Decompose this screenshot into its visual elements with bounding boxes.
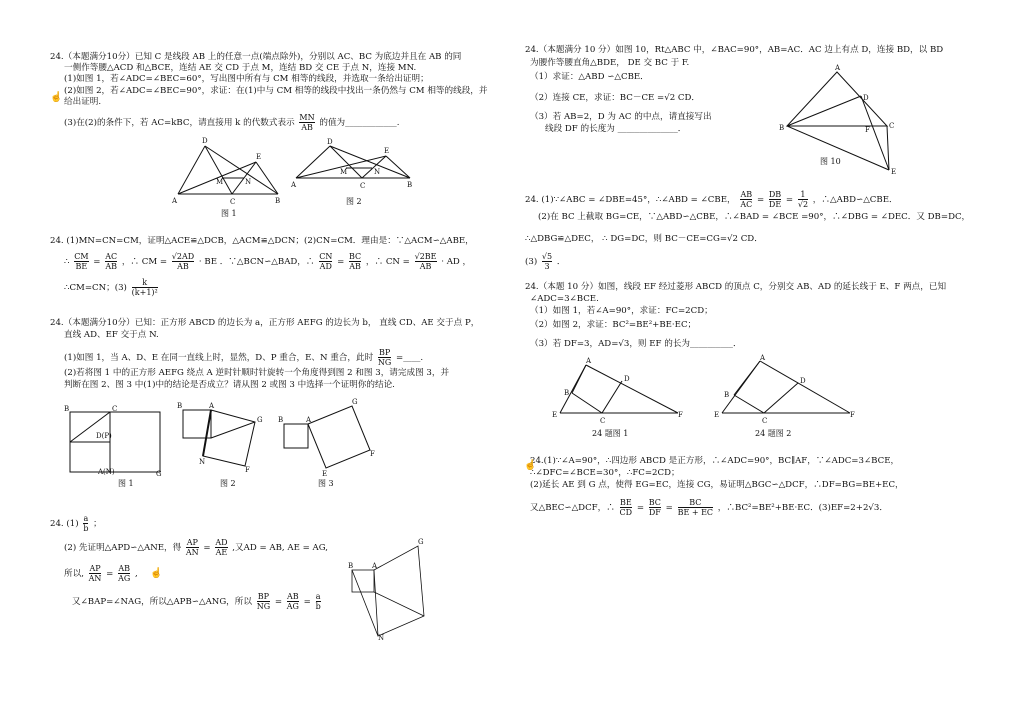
hand-cursor-icon: ☝: [50, 92, 63, 103]
left-q2-fig1-caption: 图 1: [118, 479, 134, 488]
left-a1-line1: 24. (1)MN=CN=CM，证明△ACE≌△DCB，△ACM≌△DCN；(2)CN=CM．理由是：∵△ACM∽△ABE，: [50, 236, 474, 246]
left-q2-line2: 直线 AD、EF 交于点 N.: [64, 330, 159, 340]
left-q1-line6: (3)在(2)的条件下，若 AC=kBC，请直接用 k 的代数式表示 $\frac{MN}{AB}$ 的值为____________.: [64, 113, 400, 132]
right-q1-line2: 为腰作等腰直角△BDE， DE 交 BC 于 F.: [530, 58, 690, 68]
left-q1-line1: 24.（本题满分10分）已知 C 是线段 AB 上的任意一点(端点除外)，分别以 AC、BC 为底边并且在 AB 的同: [50, 52, 462, 62]
svg-text:N: N: [374, 168, 381, 176]
svg-text:A: A: [306, 416, 312, 424]
svg-text:C: C: [112, 405, 118, 413]
svg-text:E: E: [891, 168, 897, 176]
right-q2-fig2-caption: 24 题图 2: [755, 429, 792, 438]
svg-text:B: B: [64, 405, 70, 413]
fraction-mn-ab: $\frac{MN}{AB}$: [299, 113, 315, 132]
svg-text:A: A: [209, 402, 215, 410]
svg-text:D: D: [327, 138, 333, 146]
right-q2-fig1-caption: 24 题图 1: [592, 429, 629, 438]
left-q1-line4: (2)如图 2，若∠ADC=∠BEC=90°，求证：在(1)中与 CM 相等的线段中找出一条仍然与 CM 相等的线段，并: [64, 86, 488, 96]
svg-text:D: D: [624, 375, 630, 383]
right-a1-line2: (2)在 BC 上截取 BG=CE，∵△ABD∽△CBE，∴∠BAD = ∠BCE =90°，∴∠DBG = ∠DEC．又 DB=DC，: [538, 212, 971, 222]
svg-text:G: G: [418, 538, 424, 546]
right-q1-line5: （3）若 AB=2，D 为 AC 的中点，请直接写出: [530, 112, 712, 122]
left-a1-line2: ∴ $\frac{CM}{BE}$ = $\frac{AC}{AB}$ ，∴ CM = $\frac{√2AD}{AB}$ · BE ．∵△BCN∽△BAD，∴ $\frac{CN}{AD}$ = $\frac{BC}{AB}$ ，∴ CN = $\frac{√2BE}{AB}$ · AD ，: [64, 252, 472, 271]
svg-text:M: M: [340, 168, 348, 176]
left-q2-line3: (1)如图 1，当 A、D、E 在同一直线上时，显然，D、P 重合，E、N 重合，此时 $\frac{BP}{NG}$ =____.: [64, 348, 424, 367]
svg-text:C: C: [889, 122, 895, 130]
svg-text:D(P): D(P): [96, 432, 112, 440]
left-q2-figure2: [175, 400, 265, 475]
left-q1-fig1-caption: 图 1: [221, 209, 237, 218]
svg-text:E: E: [714, 411, 720, 419]
left-q2-line5: 判断在图 2、图 3 中(1)中的结论是否成立？请从图 2 或图 3 中选择一个证明你的结论.: [64, 380, 395, 390]
right-a2-line4: 又△BEC∽△DCF，∴ $\frac{BE}{CD}$ = $\frac{BC}{DF}$ = $\frac{BC}{BE + EC}$ ，∴BC²=BE²+BE·EC．(3)EF=2+2√3．: [530, 498, 888, 517]
svg-text:F: F: [850, 411, 855, 419]
right-q2-line4: （2）如图 2，求证：BC²=BE²+BE·EC；: [530, 320, 697, 330]
svg-text:A: A: [835, 64, 841, 72]
left-q1-figure2: [290, 138, 415, 193]
svg-text:B: B: [779, 124, 785, 132]
svg-text:E: E: [552, 411, 558, 419]
svg-text:A: A: [760, 354, 766, 362]
left-q1-line5: 给出证明.: [64, 97, 102, 107]
right-q2-figure2: [712, 355, 857, 425]
svg-text:B: B: [177, 402, 183, 410]
svg-text:B: B: [564, 389, 570, 397]
svg-text:E: E: [322, 470, 328, 478]
svg-text:E: E: [256, 153, 262, 161]
svg-text:C: C: [360, 182, 366, 190]
left-a2-figure: [348, 540, 428, 640]
svg-text:M: M: [216, 178, 224, 186]
right-a2-line2: ∴∠DFC=∠BCE=30°，∴FC=2CD；: [530, 468, 680, 478]
left-q2-figure3: [278, 398, 378, 478]
svg-text:A: A: [586, 357, 592, 365]
right-q1-line3: （1）求证：△ABD ∽△CBE．: [530, 72, 649, 82]
right-q1-line6: 线段 DF 的长度为 ______________．: [545, 124, 687, 134]
svg-text:A: A: [372, 562, 378, 570]
left-q2-fig2-caption: 图 2: [220, 479, 236, 488]
svg-text:C: C: [600, 417, 606, 425]
svg-text:A(N): A(N): [98, 468, 115, 476]
left-q1-line3: (1)如图 1，若∠ADC=∠BEC=60°，写出图中所有与 CM 相等的线段，并选取一条给出证明；: [64, 74, 429, 84]
right-a1-line4: (3) $\frac{√5}{3}$ ．: [525, 252, 566, 271]
left-a2-line4: 又∠BAP=∠NAG，所以△APB∽△ANG，所以 $\frac{BP}{NG}$ = $\frac{AB}{AG}$ = $\frac{a}{b}$: [72, 592, 321, 611]
right-a2-line3: (2)延长 AE 到 G 点，使得 EG=EC，连接 CG，易证明△BGC∽△DCF，∴DF=BG=BE+EC，: [530, 480, 904, 490]
svg-text:A: A: [172, 197, 178, 205]
svg-text:B: B: [407, 181, 413, 189]
left-q2-line1: 24.（本题满分10分）已知：正方形 ABCD 的边长为 a，正方形 AEFG 的边长为 b， 直线 CD、AE 交于点 P，: [50, 318, 480, 328]
left-a2-line2: (2) 先证明△APD∽△ANE，得 $\frac{AP}{AN}$ = $\frac{AD}{AE}$ ,又AD = AB, AE = AG,: [64, 538, 329, 557]
left-a1-line3: ∴CM=CN；(3) $\frac{k}{\text{(k+1)²}}$: [64, 278, 158, 297]
right-q2-line5: （3）若 DF=3，AD=√3，则 EF 的长为__________．: [530, 339, 742, 349]
left-q2-figure1: [64, 406, 164, 476]
svg-text:A: A: [291, 181, 297, 189]
svg-text:D: D: [202, 137, 208, 145]
right-a1-line3: ∴△DBG≌△DEC， ∴ DG=DC，则 BC－CE=CG=√2 CD．: [525, 234, 763, 244]
left-q1-line2: 一侧作等腰△ACD 和△BCE，连结 AE 交 CD 于点 M，连结 BD 交 CE 于点 N，连接 MN.: [64, 63, 417, 73]
right-q1-line1: 24.（本题满分 10 分）如图 10，Rt△ABC 中，∠BAC=90°，AB=AC．AC 边上有点 D，连接 BD，以 BD: [525, 45, 944, 55]
svg-text:B: B: [348, 562, 354, 570]
right-q1-line4: （2）连接 CE，求证：BC－CE =√2 CD．: [530, 93, 700, 103]
svg-text:C: C: [230, 198, 236, 206]
left-a2-line3: 所以, $\frac{AP}{AN}$ = $\frac{AB}{AG}$ ,: [64, 564, 138, 583]
svg-text:G: G: [352, 398, 358, 406]
left-q1-fig2-caption: 图 2: [346, 197, 362, 206]
svg-text:F: F: [370, 450, 375, 458]
svg-text:D: D: [863, 94, 869, 102]
left-a2-line1: 24. (1) $\frac{a}{b}$ ；: [50, 514, 102, 533]
svg-text:B: B: [275, 197, 281, 205]
right-q2-line2: ∠ADC=3∠BCE.: [530, 294, 599, 304]
svg-text:F: F: [865, 126, 870, 134]
hand-cursor-icon: ☝: [150, 568, 163, 579]
hand-cursor-icon: ☝: [524, 460, 537, 471]
svg-text:N: N: [199, 458, 206, 466]
svg-text:F: F: [678, 411, 683, 419]
left-q2-line4: (2)若将图 1 中的正方形 AEFG 绕点 A 逆时针顺时针旋转一个角度得到图 2 和图 3，请完成图 3，并: [64, 368, 450, 378]
svg-text:N: N: [378, 634, 385, 642]
right-q1-fig-caption: 图 10: [820, 157, 841, 166]
svg-text:B: B: [724, 391, 730, 399]
svg-text:N: N: [245, 178, 252, 186]
left-q1-figure1: [170, 132, 285, 207]
svg-text:E: E: [384, 147, 390, 155]
left-q2-fig3-caption: 图 3: [318, 479, 334, 488]
right-q2-line3: （1）如图 1，若∠A=90°，求证：FC=2CD；: [530, 306, 713, 316]
svg-text:D: D: [800, 377, 806, 385]
svg-text:B: B: [278, 416, 284, 424]
svg-text:G: G: [156, 470, 162, 478]
svg-text:G: G: [257, 416, 263, 424]
right-q2-line1: 24.（本题 10 分）如图，线段 EF 经过菱形 ABCD 的顶点 C，分别交 AB、AD 的延长线于 E、F 两点，已知: [525, 282, 947, 292]
svg-text:F: F: [245, 466, 250, 474]
right-a1-line1: 24. (1)∵∠ABC = ∠DBE=45°，∴∠ABD = ∠CBE， $\frac{AB}{AC}$ = $\frac{DB}{DE}$ = $\frac{1}{√2}$ ，∴△ABD∽△CBE．: [525, 190, 898, 209]
svg-text:C: C: [762, 417, 768, 425]
right-q2-figure1: [550, 355, 685, 425]
right-a2-line1: 24.(1)∵∠A=90°，∴四边形 ABCD 是正方形，∴∠ADC=90°，BC∥AF，∵∠ADC=3∠BCE，: [530, 456, 900, 466]
